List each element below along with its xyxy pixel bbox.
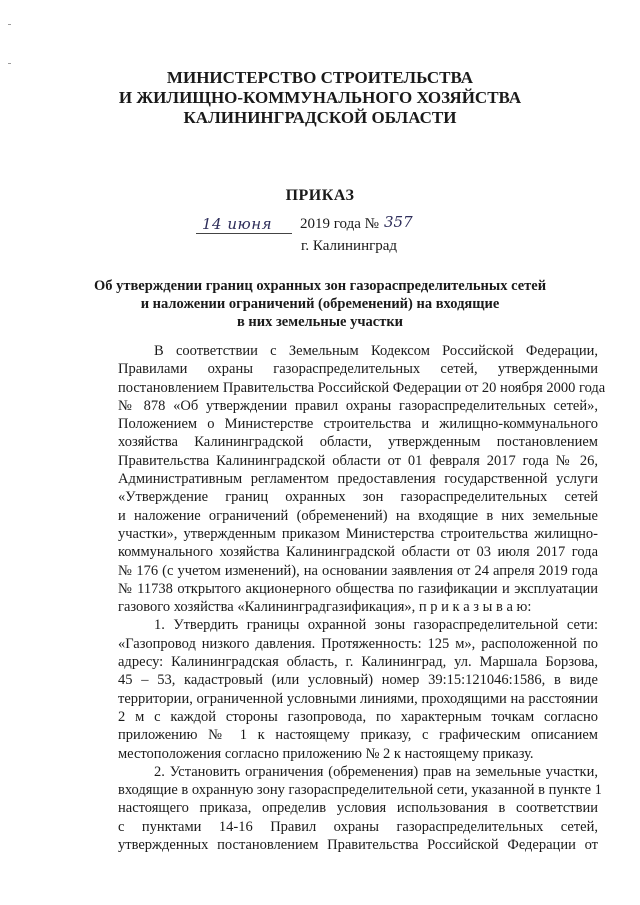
body-line: В соответствии с Земельным Кодексом Российской Федерации, <box>154 343 598 359</box>
subject-line: Об утверждении границ охранных зон газораспределительных сетей <box>93 278 547 294</box>
ministry-line: МИНИСТЕРСТВО СТРОИТЕЛЬСТВА <box>166 68 474 87</box>
body-line: участки», утвержденным приказом Министерства строительства жилищно- <box>118 525 598 542</box>
body-line: 2 м с каждой стороны газопровода, по характерным точкам согласно <box>118 708 598 725</box>
body-line: «Газопровод низкого давления. Протяженность: 125 м», расположенной по <box>118 635 598 652</box>
body-line: «Утверждение границ охранных зон газораспределительных сетей <box>118 489 598 506</box>
body-line: территории, ограниченной условными линиями, проходящими на расстоянии <box>118 690 598 707</box>
order-body <box>118 342 606 854</box>
handwritten-date: 14 июня <box>202 215 273 233</box>
ministry-header <box>0 68 640 128</box>
subject-line: в них земельные участки <box>236 314 404 330</box>
handwritten-order-number: 357 <box>384 213 413 231</box>
subject-line: и наложении ограничений (обременений) на входящие <box>140 296 500 312</box>
body-line: Правилами охраны газораспределительных сетей, утвержденными <box>118 361 598 378</box>
body-line: с пунктами 14-16 Правил охраны газораспределительных сетей, <box>118 818 598 835</box>
order-date-line <box>196 214 456 236</box>
order-city: г. Калининград <box>300 238 398 254</box>
order-year-text: 2019 года № <box>300 216 379 232</box>
body-line: № 11738 открытого акционерного общества по газификации и эксплуатации <box>118 580 598 597</box>
body-line: Положением о Министерстве строительства и жилищно-коммунального <box>118 416 598 433</box>
body-line: постановлением Правительства Российской Федерации от 20 ноября 2000 года <box>118 379 606 396</box>
order-subject <box>0 277 640 331</box>
body-paragraph <box>118 342 606 616</box>
scan-mark <box>8 24 11 25</box>
body-line: местоположения согласно приложению № 2 к настоящему приказу. <box>118 745 534 762</box>
body-line: приложению № 1 к настоящему приказу, с графическим описанием <box>118 727 598 744</box>
date-underline <box>196 233 292 234</box>
scan-mark <box>8 63 11 64</box>
body-line: газового хозяйства «Калининградгазификация», п р и к а з ы в а ю: <box>118 599 532 616</box>
body-line: входящие в охранную зону газораспределительной сети, указанной в пункте 1 <box>118 782 602 799</box>
body-line: утвержденных постановлением Правительства Российской Федерации от <box>118 837 598 854</box>
body-line: настоящего приказа, определив условия использования в соответствии <box>118 800 598 817</box>
body-line: № 176 (с учетом изменений), на основании заявления от 24 апреля 2019 года <box>118 562 598 579</box>
order-title: ПРИКАЗ <box>285 187 355 204</box>
body-line: № 878 «Об утверждении правил охраны газораспределительных сетей», <box>118 397 598 414</box>
body-line: хозяйства Калининградской области, утвержденным постановлением <box>118 434 598 451</box>
body-line: 2. Установить ограничения (обременения) прав на земельные участки, <box>154 763 598 780</box>
body-line: Административным регламентом предоставления государственной услуги <box>118 471 598 488</box>
ministry-line: И ЖИЛИЩНО-КОММУНАЛЬНОГО ХОЗЯЙСТВА <box>118 88 522 107</box>
body-line: и наложение ограничений (обременений) на входящие в них земельные <box>118 507 598 524</box>
body-line: 1. Утвердить границы охранной зоны газораспределительной сети: <box>154 617 598 634</box>
body-line: коммунального хозяйства Калининградской области от 03 июля 2017 года <box>118 544 598 561</box>
body-line: адресу: Калининградская область, г. Калининград, ул. Маршала Борзова, <box>118 654 598 671</box>
ministry-line: КАЛИНИНГРАДСКОЙ ОБЛАСТИ <box>183 108 457 127</box>
body-line: Правительства Калининградской области от 01 февраля 2017 года № 26, <box>118 452 598 469</box>
body-paragraph <box>118 616 598 762</box>
body-paragraph <box>118 763 602 854</box>
body-line: 45 – 53, кадастровый (или условный) номер 39:15:121046:1586, в виде <box>118 672 598 689</box>
